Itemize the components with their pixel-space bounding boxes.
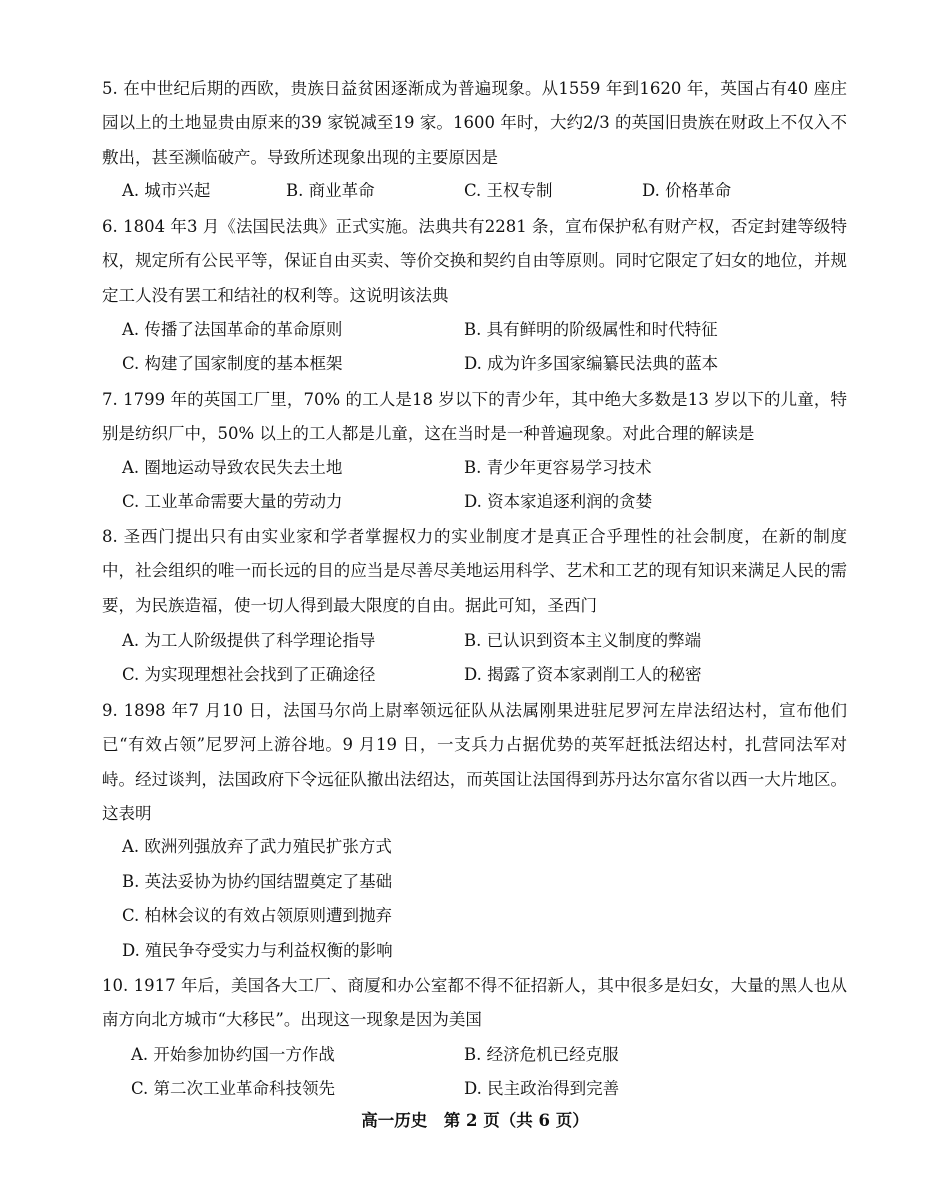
question-6-option-a: A. 传播了法国革命的革命原则 bbox=[122, 320, 343, 339]
question-5-option-c: C. 王权专制 bbox=[464, 181, 553, 200]
question-7-option-b: B. 青少年更容易学习技术 bbox=[464, 458, 652, 477]
question-6-option-b: B. 具有鲜明的阶级属性和时代特征 bbox=[464, 320, 718, 339]
question-10-option-a: A. 开始参加协约国一方作战 bbox=[131, 1045, 335, 1064]
question-9-stem: 9. 1898 年7 月10 日，法国马尔尚上尉率领远征队从法属刚果进驻尼罗河左岸法绍达村，宣布他们已“有效占领”尼罗河上游谷地。9 月19 日，一支兵力占据优势的英军赶抵法绍达村，扎营同法军对峙。经过谈判，法国政府下令远征队撤出法绍达，而英国让法国得到苏丹达尔富尔省以西一大片地区。这表明 bbox=[102, 701, 847, 823]
question-9-option-d: D. 殖民争夺受实力与利益权衡的影响 bbox=[122, 941, 393, 960]
question-8-option-d: D. 揭露了资本家剥削工人的秘密 bbox=[464, 665, 702, 684]
question-7-option-d: D. 资本家追逐利润的贪婪 bbox=[464, 492, 653, 511]
question-10-option-d: D. 民主政治得到完善 bbox=[464, 1079, 620, 1098]
question-6-option-c: C. 构建了国家制度的基本框架 bbox=[122, 354, 343, 373]
question-5-option-a: A. 城市兴起 bbox=[122, 181, 211, 200]
question-8-stem: 8. 圣西门提出只有由实业家和学者掌握权力的实业制度才是真正合乎理性的社会制度，在新的制度中，社会组织的唯一而长远的目的应当是尽善尽美地运用科学、艺术和工艺的现有知识来满足人民的需要，为民族造福，使一切人得到最大限度的自由。据此可知，圣西门 bbox=[102, 527, 847, 615]
question-10-option-b: B. 经济危机已经克服 bbox=[464, 1045, 619, 1064]
question-7-option-c: C. 工业革命需要大量的劳动力 bbox=[122, 492, 343, 511]
page-footer: 高一历史 第 2 页（共 6 页） bbox=[361, 1111, 589, 1130]
question-9-option-c: C. 柏林会议的有效占领原则遭到抛弃 bbox=[122, 906, 393, 925]
question-10-option-c: C. 第二次工业革命科技领先 bbox=[131, 1079, 336, 1098]
question-9-option-a: A. 欧洲列强放弃了武力殖民扩张方式 bbox=[122, 837, 392, 856]
question-6-option-d: D. 成为许多国家编纂民法典的蓝本 bbox=[464, 354, 719, 373]
question-8-option-b: B. 已认识到资本主义制度的弊端 bbox=[464, 631, 702, 650]
question-10-stem: 10. 1917 年后，美国各大工厂、商厦和办公室都不得不征招新人，其中很多是妇女，大量的黑人也从南方向北方城市“大移民”。出现这一现象是因为美国 bbox=[102, 976, 847, 1030]
question-6-stem: 6. 1804 年3 月《法国民法典》正式实施。法典共有2281 条，宣布保护私有财产权，否定封建等级特权，规定所有公民平等，保证自由买卖、等价交换和契约自由等原则。同时它限定了妇女的地位，并规定工人没有罢工和结社的权利等。这说明该法典 bbox=[102, 217, 847, 305]
question-5-option-d: D. 价格革命 bbox=[642, 181, 732, 200]
question-8-option-c: C. 为实现理想社会找到了正确途径 bbox=[122, 665, 376, 684]
question-8-option-a: A. 为工人阶级提供了科学理论指导 bbox=[122, 631, 376, 650]
question-7-stem: 7. 1799 年的英国工厂里，70% 的工人是18 岁以下的青少年，其中绝大多数是13 岁以下的儿童，特别是纺织厂中，50% 以上的工人都是儿童，这在当时是一种普遍现象。对此合理的解读是 bbox=[102, 390, 847, 444]
question-7-option-a: A. 圈地运动导致农民失去土地 bbox=[122, 458, 343, 477]
question-9-option-b: B. 英法妥协为协约国结盟奠定了基础 bbox=[122, 872, 393, 891]
question-5-stem: 5. 在中世纪后期的西欧，贵族日益贫困逐渐成为普遍现象。从1559 年到1620 年，英国占有40 座庄园以上的土地显贵由原来的39 家锐减至19 家。1600 年时，大约2/3 的英国旧贵族在财政上不仅入不敷出，甚至濒临破产。导致所述现象出现的主要原因是 bbox=[102, 79, 847, 167]
question-5-option-b: B. 商业革命 bbox=[286, 181, 375, 200]
